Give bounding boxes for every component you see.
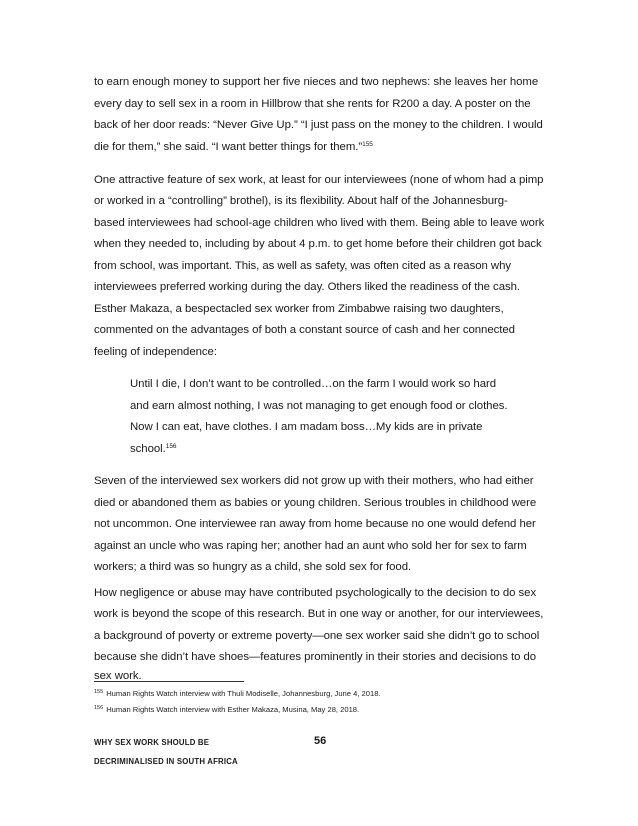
running-footer-title-line-2: DECRIMINALISED IN SOUTH AFRICA — [94, 757, 238, 766]
text-line: back of her door reads: “Never Give Up.” “I just pass on the money to the children. I would — [94, 119, 543, 131]
text-line: from school, was important. This, as well as safety, was often cited as a reason why — [94, 260, 512, 272]
text-line: feeling of independence: — [94, 346, 217, 358]
footnote-divider — [94, 681, 244, 682]
page-number: 56 — [314, 735, 327, 747]
text-line: sex work. — [94, 670, 142, 682]
footnote-155 — [94, 689, 381, 699]
footnote-number: 156 — [94, 705, 104, 711]
footnote-reference[interactable]: 155 — [362, 141, 373, 148]
footnote-text: Human Rights Watch interview with Esther Makaza, Musina, May 28, 2018. — [106, 705, 360, 714]
text-line: every day to sell sex in a room in Hillbrow that she rents for R200 a day. A poster on the — [94, 98, 531, 110]
quote-line: Now I can eat, have clothes. I am madam boss…My kids are in private — [130, 421, 483, 433]
quote-line-content: school. — [130, 443, 166, 455]
text-line: Esther Makaza, a bespectacled sex worker from Zimbabwe raising two daughters, — [94, 303, 504, 315]
text-line: Seven of the interviewed sex workers did not grow up with their mothers, who had either — [94, 475, 534, 487]
text-line: when they needed to, including by about 4 p.m. to get home before their children got back — [94, 238, 542, 250]
text-line: or worked in a “controlling” brothel), is its flexibility. About half of the Johannesburg- — [94, 195, 508, 207]
quote-line: Until I die, I don’t want to be controlled…on the farm I would work so hard — [130, 378, 497, 390]
text-line: not uncommon. One interviewee ran away from home because no one would defend her — [94, 518, 536, 530]
text-line: How negligence or abuse may have contributed psychologically to the decision to do sex — [94, 587, 537, 599]
text-line: interviewees preferred working during the day. Others liked the readiness of the cash. — [94, 281, 521, 293]
text-line: died or abandoned them as babies or young children. Serious troubles in childhood were — [94, 497, 537, 509]
text-line: based interviewees had school-age children who lived with them. Being able to leave work — [94, 217, 545, 229]
text-line: One attractive feature of sex work, at least for our interviewees (none of whom had a pimp — [94, 174, 544, 186]
running-footer-title-line-1: WHY SEX WORK SHOULD BE — [94, 738, 210, 747]
text-line: against an uncle who was raping her; another had an aunt who sold her for sex to farm — [94, 540, 527, 552]
footnote-156 — [94, 705, 359, 715]
text-line: a background of poverty or extreme poverty—one sex worker said she didn’t go to school — [94, 630, 540, 642]
text-line-content: die for them,” she said. “I want better things for them.” — [94, 141, 363, 153]
quote-line: and earn almost nothing, I was not managing to get enough food or clothes. — [130, 400, 508, 412]
footnote-reference[interactable]: 156 — [165, 443, 177, 450]
text-line: work is beyond the scope of this research. But in one way or another, for our interviewees, — [94, 608, 544, 620]
quote-line — [130, 442, 176, 456]
text-line — [94, 140, 373, 154]
footnote-text: Human Rights Watch interview with Thuli Modiselle, Johannesburg, June 4, 2018. — [106, 689, 381, 698]
text-line: because she didn’t have shoes—features prominently in their stories and decisions to do — [94, 651, 537, 663]
footnote-number: 155 — [94, 689, 104, 695]
text-line: workers; a third was so hungry as a child, she sold sex for food. — [94, 561, 412, 573]
text-line: to earn enough money to support her five nieces and two nephews: she leaves her home — [94, 76, 539, 88]
text-line: commented on the advantages of both a constant source of cash and her connected — [94, 324, 515, 336]
